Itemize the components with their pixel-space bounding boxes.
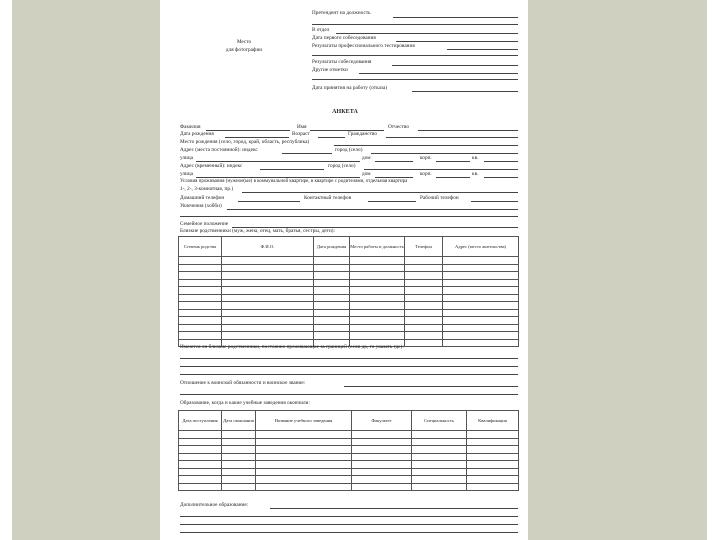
field-additional-education-4[interactable]	[180, 532, 518, 533]
field-flat-temp[interactable]	[484, 177, 518, 178]
label-birth-date: Дата рождения	[180, 131, 214, 137]
table-row[interactable]	[179, 309, 519, 317]
label-surname: Фамилия	[180, 124, 201, 130]
label-work-phone: Рабочий телефон	[420, 195, 459, 201]
table-row[interactable]	[179, 438, 519, 446]
field-living-conditions[interactable]	[242, 192, 518, 193]
education-header-start: Дата поступления	[179, 411, 222, 431]
office-label-hire-date: Дата принятия на работу (отказа)	[312, 85, 388, 91]
table-row[interactable]	[179, 279, 519, 287]
field-home-phone[interactable]	[238, 201, 300, 202]
label-contact-phone: Контактный телефон	[304, 195, 352, 201]
table-row[interactable]	[179, 317, 519, 325]
label-living-conditions: Условия проживания (нужное(ые) в коммунальной квартире, в квартире с родителями, отдельная квартира	[180, 179, 408, 184]
label-city-permanent: город (село)	[335, 147, 363, 153]
relatives-header-phone: Телефон	[405, 237, 443, 257]
field-index-permanent[interactable]	[282, 153, 332, 154]
office-label-interview-results: Результаты собеседования	[312, 59, 372, 65]
education-header-end: Дата окончания	[222, 411, 256, 431]
office-field-other[interactable]	[359, 73, 518, 74]
office-label-first-interview: Дата первого собеседования	[312, 35, 376, 41]
label-house-temp: дом	[362, 171, 371, 177]
label-address-temp: Адрес (временный): индекс	[180, 163, 243, 169]
label-house-permanent: дом	[362, 155, 371, 161]
table-row[interactable]	[179, 294, 519, 302]
label-flat-temp: кв.	[472, 171, 479, 177]
table-row[interactable]	[179, 324, 519, 332]
label-home-phone: Домашний телефон	[180, 195, 225, 201]
label-patronymic: Отчество	[388, 124, 410, 130]
field-relatives-abroad-3[interactable]	[180, 374, 518, 375]
relatives-header-birth: Дата рождения	[314, 237, 350, 257]
field-military-2[interactable]	[180, 394, 518, 395]
office-label-position: Претендент на должность	[312, 10, 371, 16]
field-military[interactable]	[344, 386, 518, 387]
education-table	[178, 410, 519, 491]
label-hobby: Увлечения (хобби)	[180, 203, 222, 209]
table-row[interactable]	[179, 431, 519, 439]
office-field-testing-2[interactable]	[312, 55, 518, 56]
table-row[interactable]	[179, 446, 519, 454]
field-flat-permanent[interactable]	[484, 161, 518, 162]
field-hobby-2[interactable]	[180, 216, 518, 217]
table-row[interactable]	[179, 272, 519, 280]
label-marital-status: Семейное положение	[180, 221, 229, 227]
label-birth-place: Место рождения (село, город, край, область, республика)	[180, 139, 310, 145]
relatives-header-fio: Ф.И.О.	[222, 237, 314, 257]
relatives-header-work: Место работы и должность	[350, 237, 405, 257]
table-row[interactable]	[179, 461, 519, 469]
photo-placeholder-line1: Место	[236, 39, 252, 45]
field-relatives-abroad-2[interactable]	[180, 366, 518, 367]
label-city-temp: город (село)	[328, 163, 356, 169]
table-row[interactable]	[179, 332, 519, 340]
table-row[interactable]	[179, 287, 519, 295]
label-street-permanent: улица	[180, 155, 194, 161]
label-age: Возраст	[292, 131, 310, 137]
office-label-department: В отдел	[312, 27, 330, 33]
table-row[interactable]	[179, 257, 519, 265]
field-additional-education[interactable]	[270, 508, 518, 509]
field-street-permanent[interactable]	[196, 161, 360, 162]
field-city-permanent[interactable]	[371, 153, 518, 154]
label-military: Отношение к воинской обязанности и воинское звание:	[180, 380, 306, 386]
label-relatives-abroad: Имеются ли близкие родственники, постоянно проживающие за границей (если да, то указать где):	[180, 344, 404, 350]
field-birth-date[interactable]	[225, 137, 289, 138]
office-field-interview-results[interactable]	[392, 65, 518, 66]
education-header-specialty: Специальность	[412, 411, 467, 431]
office-field-testing[interactable]	[447, 49, 518, 50]
field-city-temp[interactable]	[364, 169, 518, 170]
relatives-header-address: Адрес (место жительства)	[443, 237, 519, 257]
field-birth-place[interactable]	[334, 145, 518, 146]
education-header-faculty: Факультет	[352, 411, 412, 431]
label-flat-permanent: кв.	[472, 155, 479, 161]
field-block-temp[interactable]	[436, 177, 470, 178]
field-surname[interactable]	[206, 130, 290, 131]
questionnaire-page	[160, 0, 528, 540]
field-additional-education-2[interactable]	[180, 516, 518, 517]
field-patronymic[interactable]	[418, 130, 518, 131]
label-block-permanent: корп.	[420, 155, 432, 161]
field-street-temp[interactable]	[196, 177, 360, 178]
label-street-temp: улица	[180, 171, 194, 177]
field-hobby[interactable]	[227, 209, 518, 210]
office-field-department[interactable]	[336, 33, 518, 34]
label-block-temp: корп.	[420, 171, 432, 177]
education-header-qualification: Квалификация	[467, 411, 519, 431]
label-citizenship: Гражданство	[348, 131, 377, 137]
education-header-institution: Название учебного заведения	[256, 411, 352, 431]
field-block-permanent[interactable]	[436, 161, 470, 162]
field-contact-phone[interactable]	[368, 201, 416, 202]
field-additional-education-3[interactable]	[180, 524, 518, 525]
table-row[interactable]	[179, 453, 519, 461]
table-row[interactable]	[179, 264, 519, 272]
office-field-position[interactable]	[393, 17, 518, 18]
office-field-first-interview[interactable]	[396, 41, 518, 42]
field-age[interactable]	[318, 137, 345, 138]
photo-placeholder-line2: для фотографии	[225, 47, 263, 53]
field-citizenship[interactable]	[386, 137, 518, 138]
table-row[interactable]	[179, 302, 519, 310]
relatives-header-relation: Степень родства	[179, 237, 222, 257]
office-label-testing: Результаты профессионального тестирования	[312, 43, 415, 49]
field-house-permanent[interactable]	[375, 161, 413, 162]
scan-frame	[12, 0, 707, 540]
field-relatives-abroad-1[interactable]	[180, 358, 518, 359]
office-field-other-2[interactable]	[312, 79, 518, 80]
label-address-permanent: Адрес (места постоянной): индекс	[180, 147, 258, 153]
label-relatives: Близкие родственники (муж, жена, отец, мать, братья, сестры, дети):	[180, 228, 336, 234]
label-name: Имя	[297, 124, 307, 130]
label-living-conditions-2: 1-, 2-, 3-комнатная, пр.)	[180, 186, 234, 192]
label-additional-education: Дополнительное образование:	[180, 502, 249, 508]
field-work-phone[interactable]	[471, 201, 518, 202]
table-row[interactable]	[179, 476, 519, 484]
office-field-blank[interactable]	[312, 24, 518, 25]
form-title: АНКЕТА	[332, 109, 358, 115]
office-label-other: Другие отметки	[312, 67, 348, 73]
field-house-temp[interactable]	[375, 177, 413, 178]
office-field-hire-date[interactable]	[412, 91, 518, 92]
table-row[interactable]	[179, 483, 519, 491]
label-education: Образование, когда и какие учебные заведения окончили:	[180, 400, 310, 406]
table-row[interactable]	[179, 468, 519, 476]
relatives-table	[178, 236, 519, 347]
field-index-temp[interactable]	[260, 169, 324, 170]
